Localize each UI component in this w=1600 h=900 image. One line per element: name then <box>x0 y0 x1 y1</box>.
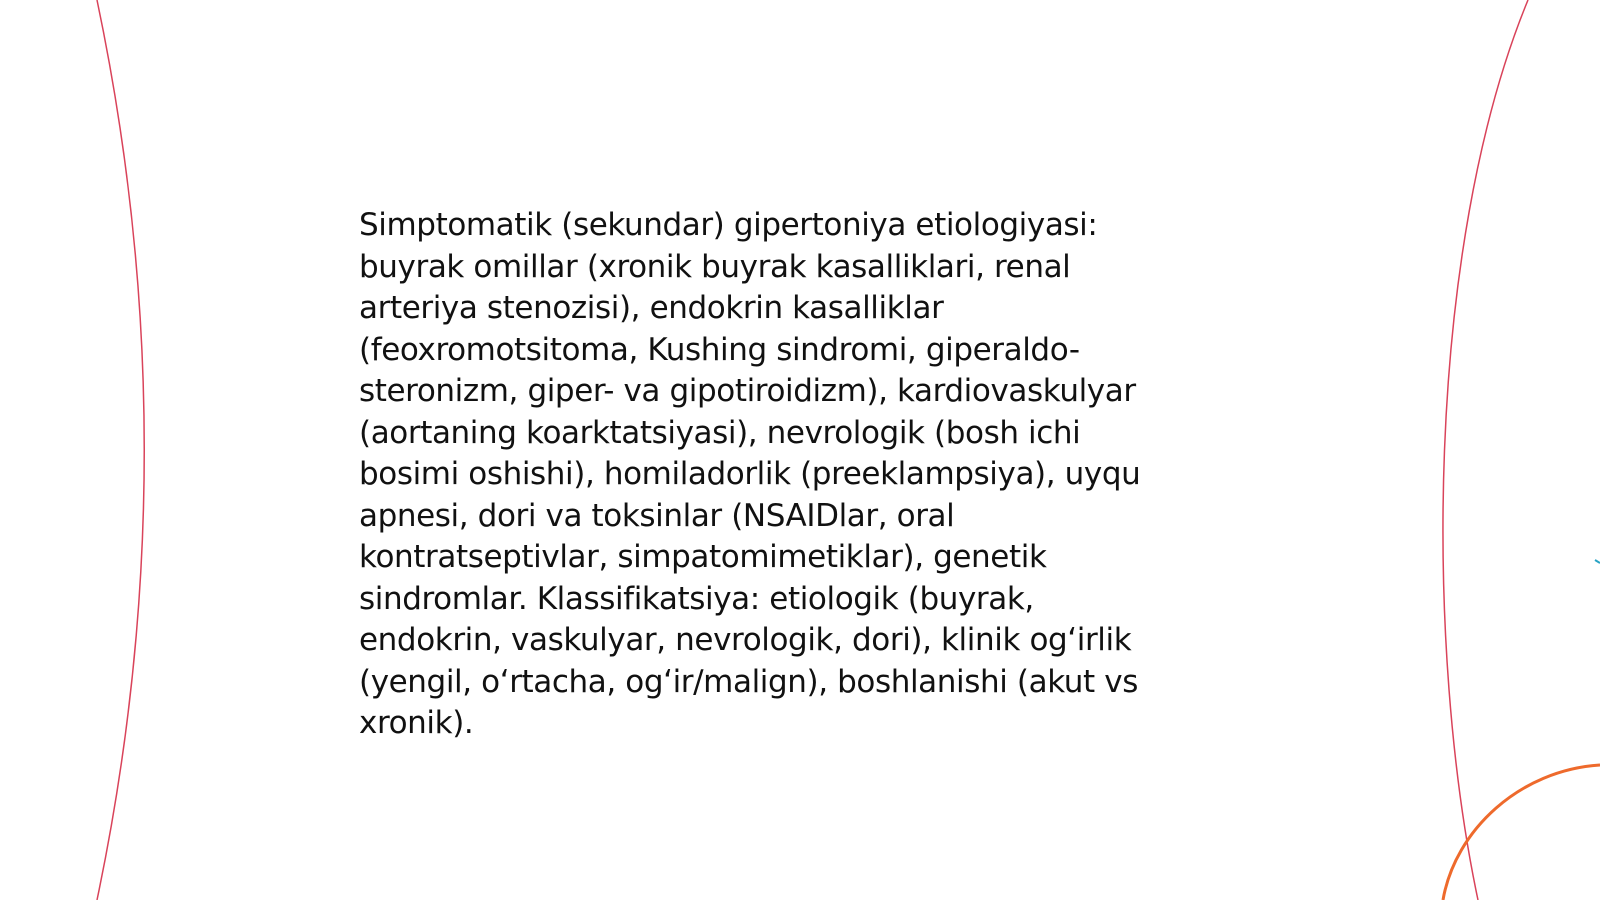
orange-arc <box>1443 765 1600 900</box>
left-curve-line <box>97 0 144 900</box>
slide-body-text: Simptomatik (sekundar) gipertoniya etiologiyasi: buyrak omillar (xronik buyrak kasalliklari, renal arteriya stenozisi), endokrin kasalliklar (feoxromotsitoma, Kushing sindromi, giperaldo- steronizm, giper- va gipotiroidizm), kardiovaskulyar (aortaning koarktatsiyasi), nevrologik (bosh ichi bosimi oshishi), homiladorlik (preeklampsiya), uyqu apnesi, dori va toksinlar (NSAIDlar, oral kontratseptivlar, simpatomimetiklar), genetik sindromlar. Klassifikatsiya: etiologik (buyrak, endokrin, vaskulyar, nevrologik, dori), klinik og‘irlik (yengil, o‘rtacha, og‘ir/malign), boshlanishi (akut vs xronik). <box>359 207 1141 741</box>
teal-accent-mark <box>1595 560 1600 563</box>
right-curve-line <box>1443 0 1528 900</box>
